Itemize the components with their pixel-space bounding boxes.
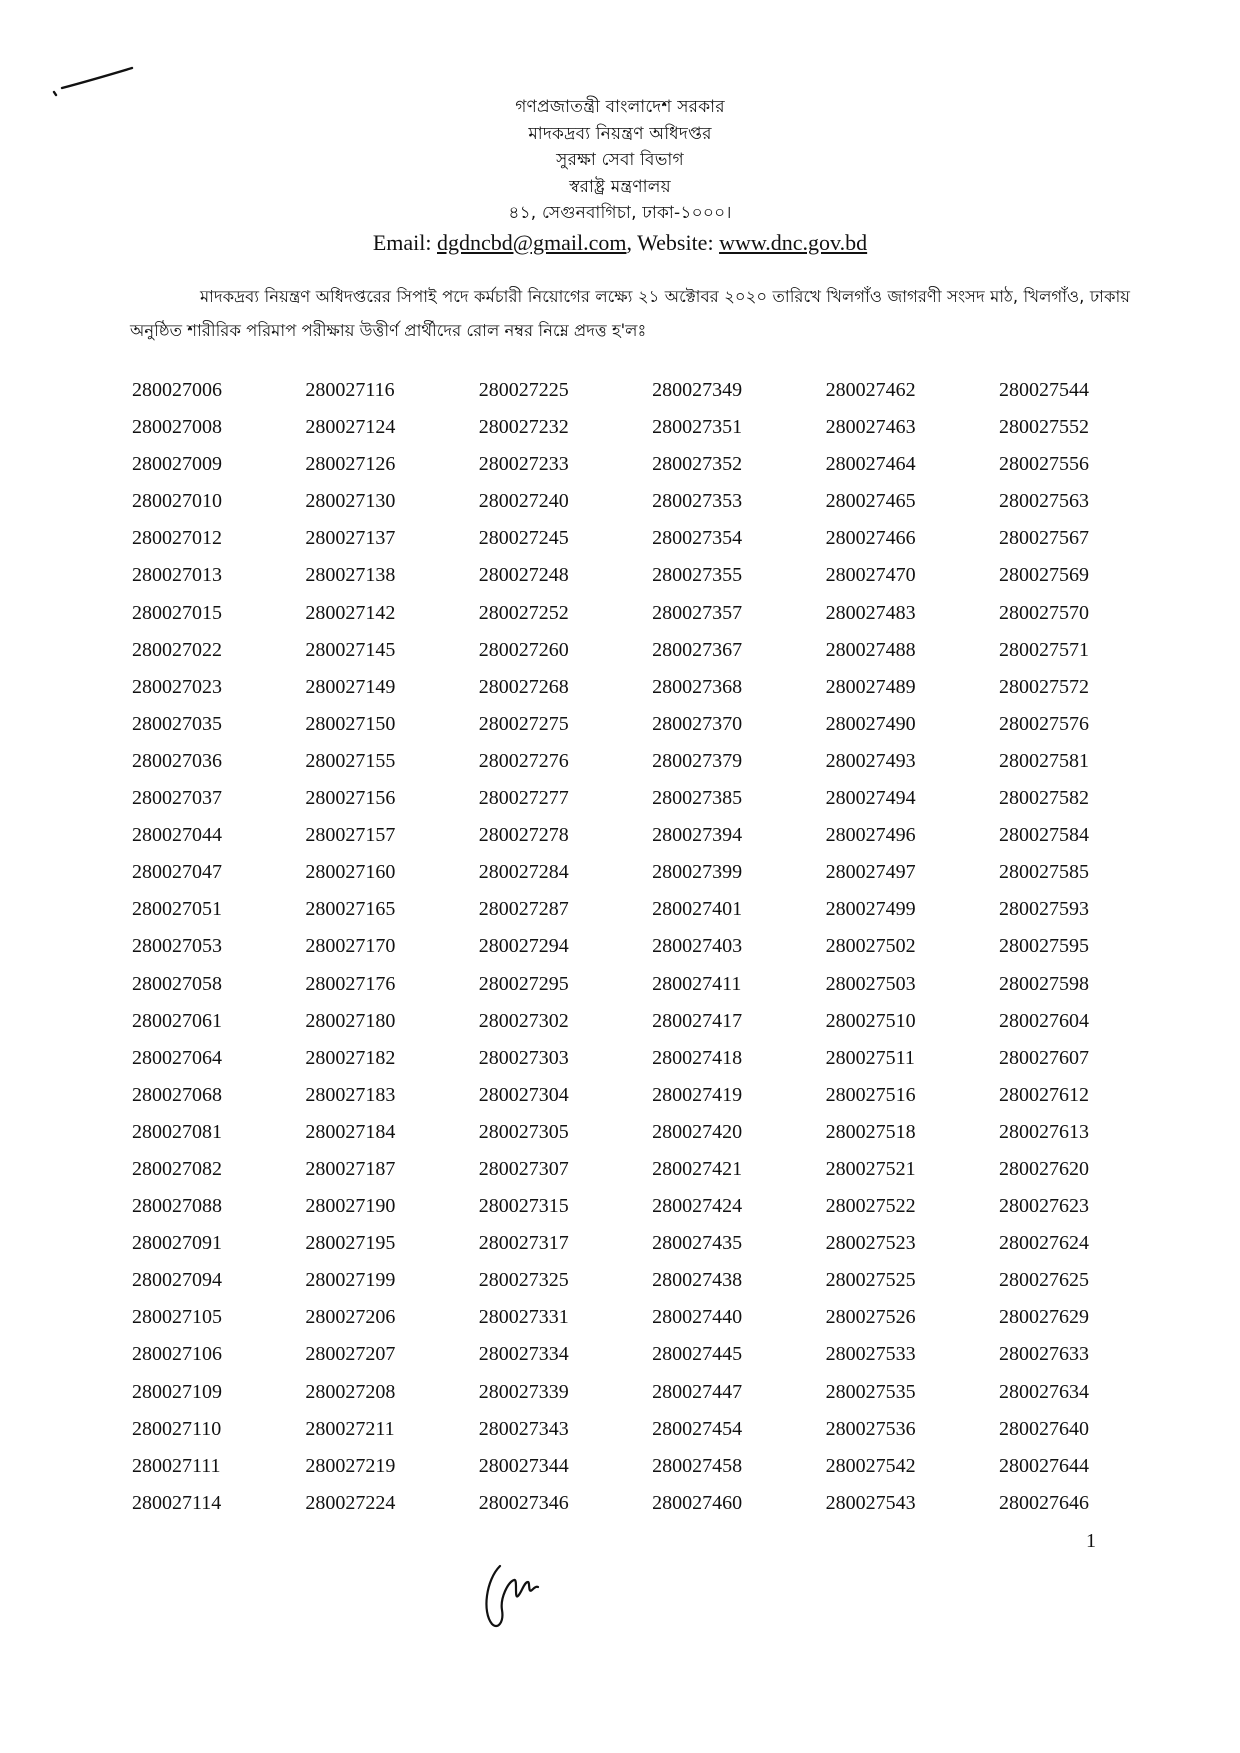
- table-row: [132, 861, 1172, 898]
- roll-number-cell: 280027116: [305, 379, 395, 401]
- roll-number-cell: 280027160: [305, 861, 396, 884]
- roll-number-cell: 280027145: [305, 638, 396, 661]
- roll-number-cell: 280027510: [825, 1009, 916, 1032]
- roll-number-cell: 280027245: [478, 527, 569, 550]
- email-label: Email:: [372, 229, 432, 255]
- roll-number-cell: 280027494: [825, 787, 916, 810]
- roll-number-cell: 280027399: [652, 861, 743, 884]
- roll-number-cell: 280027552: [998, 416, 1089, 439]
- table-row: [132, 1418, 1172, 1455]
- roll-number-cell: 280027595: [998, 935, 1089, 958]
- roll-number-cell: 280027035: [132, 712, 222, 735]
- roll-number-cell: 280027240: [478, 490, 569, 513]
- roll-number-cell: 280027447: [652, 1380, 743, 1403]
- office-address: ৪১, সেগুনবাগিচা, ঢাকা-১০০০।: [508, 203, 732, 223]
- table-row: [132, 1492, 1172, 1529]
- government-name: গণপ্রজাতন্ত্রী বাংলাদেশ সরকার: [515, 97, 725, 117]
- table-row: [132, 1195, 1172, 1232]
- roll-number-cell: 280027094: [132, 1269, 222, 1292]
- roll-number-cell: 280027346: [478, 1491, 569, 1514]
- roll-number-cell: 280027644: [998, 1454, 1089, 1477]
- roll-number-cell: 280027287: [478, 898, 569, 921]
- roll-number-cell: 280027465: [825, 490, 916, 513]
- roll-number-cell: 280027354: [652, 527, 743, 550]
- roll-number-cell: 280027581: [998, 749, 1089, 772]
- roll-number-cell: 280027206: [305, 1306, 396, 1329]
- table-row: [132, 416, 1172, 453]
- website-link[interactable]: www.dnc.gov.bd: [719, 229, 868, 255]
- roll-number-cell: 280027613: [998, 1120, 1089, 1143]
- roll-number-cell: 280027278: [478, 824, 569, 847]
- roll-number-cell: 280027156: [305, 787, 396, 810]
- roll-number-cell: 280027180: [305, 1009, 396, 1032]
- roll-number-cell: 280027207: [305, 1343, 396, 1366]
- roll-number-cell: 280027233: [478, 453, 569, 476]
- roll-number-cell: 280027403: [652, 935, 743, 958]
- roll-number-cell: 280027307: [478, 1157, 569, 1180]
- roll-number-cell: 280027567: [998, 527, 1089, 550]
- roll-number-cell: 280027184: [305, 1120, 396, 1143]
- table-row: [132, 1381, 1172, 1418]
- roll-number-cell: 280027275: [478, 712, 569, 735]
- roll-number-cell: 280027294: [478, 935, 569, 958]
- table-row: [132, 676, 1172, 713]
- roll-number-cell: 280027646: [998, 1491, 1089, 1514]
- roll-number-cell: 280027302: [478, 1009, 569, 1032]
- roll-number-cell: 280027187: [305, 1157, 396, 1180]
- roll-number-cell: 280027576: [998, 712, 1089, 735]
- contact-separator: ,: [626, 229, 638, 255]
- roll-number-cell: 280027521: [825, 1157, 916, 1180]
- roll-number-cell: 280027572: [998, 675, 1089, 698]
- roll-number-cell: 280027081: [132, 1120, 222, 1143]
- table-row: [132, 1084, 1172, 1121]
- roll-number-cell: 280027344: [478, 1454, 569, 1477]
- roll-number-cell: 280027368: [652, 675, 743, 698]
- roll-number-cell: 280027224: [305, 1491, 396, 1514]
- roll-number-cell: 280027585: [998, 861, 1089, 884]
- roll-number-cell: 280027195: [305, 1232, 396, 1255]
- roll-number-cell: 280027489: [825, 675, 916, 698]
- roll-number-cell: 280027349: [652, 379, 743, 401]
- roll-number-cell: 280027623: [998, 1195, 1089, 1218]
- table-row: [132, 1306, 1172, 1343]
- roll-number-cell: 280027634: [998, 1380, 1089, 1403]
- roll-number-cell: 280027435: [652, 1232, 743, 1255]
- table-row: [132, 379, 1172, 416]
- roll-number-cell: 280027535: [825, 1380, 916, 1403]
- table-row: [132, 564, 1172, 601]
- roll-number-cell: 280027352: [652, 453, 743, 476]
- roll-number-cell: 280027394: [652, 824, 743, 847]
- roll-number-cell: 280027419: [652, 1083, 743, 1106]
- table-row: [132, 935, 1172, 972]
- roll-number-cell: 280027470: [825, 564, 916, 587]
- roll-number-cell: 280027225: [478, 379, 569, 401]
- website-label: Website:: [637, 229, 714, 255]
- roll-number-cell: 280027010: [132, 490, 222, 513]
- roll-number-cell: 280027105: [132, 1306, 222, 1329]
- roll-number-cell: 280027620: [998, 1157, 1089, 1180]
- table-row: [132, 453, 1172, 490]
- roll-number-cell: 280027483: [825, 601, 916, 624]
- roll-number-cell: 280027165: [305, 898, 396, 921]
- table-row: [132, 602, 1172, 639]
- roll-number-cell: 280027536: [825, 1417, 916, 1440]
- roll-number-cell: 280027248: [478, 564, 569, 587]
- roll-number-cell: 280027582: [998, 787, 1089, 810]
- roll-number-cell: 280027454: [652, 1417, 743, 1440]
- roll-number-cell: 280027526: [825, 1306, 916, 1329]
- roll-number-cell: 280027022: [132, 638, 222, 661]
- roll-number-cell: 280027015: [132, 601, 222, 624]
- roll-number-cell: 280027106: [132, 1343, 222, 1366]
- table-row: [132, 639, 1172, 676]
- roll-number-cell: 280027571: [998, 638, 1089, 661]
- roll-number-cell: 280027463: [825, 416, 916, 439]
- roll-number-cell: 280027343: [478, 1417, 569, 1440]
- roll-number-cell: 280027304: [478, 1083, 569, 1106]
- roll-number-cell: 280027305: [478, 1120, 569, 1143]
- roll-number-cell: 280027091: [132, 1232, 222, 1255]
- roll-number-cell: 280027516: [825, 1083, 916, 1106]
- roll-number-cell: 280027490: [825, 712, 916, 735]
- roll-number-cell: 280027331: [478, 1306, 569, 1329]
- roll-number-cell: 280027053: [132, 935, 222, 958]
- roll-number-cell: 280027208: [305, 1380, 396, 1403]
- roll-number-cell: 280027295: [478, 972, 569, 995]
- roll-number-cell: 280027496: [825, 824, 916, 847]
- roll-number-cell: 280027334: [478, 1343, 569, 1366]
- table-row: [132, 1455, 1172, 1492]
- roll-number-cell: 280027339: [478, 1380, 569, 1403]
- roll-number-cell: 280027401: [652, 898, 743, 921]
- roll-number-cell: 280027357: [652, 601, 743, 624]
- roll-number-cell: 280027607: [998, 1046, 1089, 1069]
- roll-number-cell: 280027176: [305, 972, 396, 995]
- roll-number-cell: 280027064: [132, 1046, 222, 1069]
- roll-number-cell: 280027533: [825, 1343, 916, 1366]
- roll-number-cell: 280027367: [652, 638, 743, 661]
- roll-number-cell: 280027109: [132, 1380, 222, 1403]
- page-number: 1: [1086, 1530, 1096, 1552]
- roll-number-cell: 280027543: [825, 1491, 916, 1514]
- roll-number-cell: 280027499: [825, 898, 916, 921]
- roll-number-cell: 280027420: [652, 1120, 743, 1143]
- roll-number-cell: 280027421: [652, 1157, 743, 1180]
- roll-number-cell: 280027570: [998, 601, 1089, 624]
- table-row: [132, 1232, 1172, 1269]
- roll-number-cell: 280027150: [305, 712, 396, 735]
- roll-number-cell: 280027268: [478, 675, 569, 698]
- roll-number-cell: 280027488: [825, 638, 916, 661]
- roll-number-cell: 280027598: [998, 972, 1089, 995]
- roll-number-cell: 280027518: [825, 1120, 916, 1143]
- roll-number-cell: 280027114: [132, 1491, 222, 1514]
- roll-number-cell: 280027458: [652, 1454, 743, 1477]
- roll-number-cell: 280027625: [998, 1269, 1089, 1292]
- roll-number-cell: 280027502: [825, 935, 916, 958]
- roll-number-cell: 280027082: [132, 1157, 222, 1180]
- notice-paragraph: মাদকদ্রব্য নিয়ন্ত্রণ অধিদপ্তরের সিপাই পদে কর্মচারী নিয়োগের লক্ষ্যে ২১ অক্টোবর ২০২০ তারিখে খিলগাঁও জাগরণী সংসদ মাঠ, খিলগাঁও, ঢাকায় অনুষ্ঠিত শারীরিক পরিমাপ পরীক্ষায় উত্তীর্ণ প্রার্থীদের রোল নম্বর নিম্নে প্রদত্ত হ'লঃ: [130, 287, 1130, 340]
- roll-number-cell: 280027124: [305, 416, 396, 439]
- roll-number-cell: 280027466: [825, 527, 916, 550]
- roll-number-cell: 280027544: [998, 379, 1089, 401]
- roll-number-cell: 280027276: [478, 749, 569, 772]
- department-name: মাদকদ্রব্য নিয়ন্ত্রণ অধিদপ্তর: [528, 123, 712, 144]
- roll-number-cell: 280027542: [825, 1454, 916, 1477]
- roll-number-table-body: [132, 379, 1172, 1529]
- table-row: [132, 750, 1172, 787]
- table-row: [132, 1158, 1172, 1195]
- division-name: সুরক্ষা সেবা বিভাগ: [556, 150, 684, 170]
- roll-number-cell: 280027088: [132, 1195, 222, 1218]
- roll-number-cell: 280027438: [652, 1269, 743, 1292]
- roll-number-cell: 280027624: [998, 1232, 1089, 1255]
- roll-number-cell: 280027277: [478, 787, 569, 810]
- table-row: [132, 527, 1172, 564]
- roll-number-cell: 280027303: [478, 1046, 569, 1069]
- roll-number-cell: 280027138: [305, 564, 396, 587]
- roll-number-cell: 280027440: [652, 1306, 743, 1329]
- roll-number-cell: 280027503: [825, 972, 916, 995]
- roll-number-cell: 280027523: [825, 1232, 916, 1255]
- roll-number-cell: 280027633: [998, 1343, 1089, 1366]
- roll-number-cell: 280027047: [132, 861, 222, 884]
- roll-number-cell: 280027044: [132, 824, 222, 847]
- contact-line: [0, 229, 1240, 257]
- roll-number-table: [132, 379, 1172, 1529]
- letterhead: [0, 94, 1240, 257]
- roll-number-cell: 280027462: [825, 379, 916, 401]
- table-row: [132, 973, 1172, 1010]
- roll-number-cell: 280027411: [652, 972, 742, 995]
- roll-number-cell: 280027497: [825, 861, 916, 884]
- roll-number-cell: 280027556: [998, 453, 1089, 476]
- table-row: [132, 490, 1172, 527]
- roll-number-cell: 280027640: [998, 1417, 1089, 1440]
- roll-number-cell: 280027058: [132, 972, 222, 995]
- roll-number-cell: 280027013: [132, 564, 222, 587]
- roll-number-cell: 280027155: [305, 749, 396, 772]
- roll-number-cell: 280027569: [998, 564, 1089, 587]
- roll-number-cell: 280027385: [652, 787, 743, 810]
- roll-number-cell: 280027522: [825, 1195, 916, 1218]
- roll-number-cell: 280027351: [652, 416, 743, 439]
- table-row: [132, 898, 1172, 935]
- roll-number-cell: 280027037: [132, 787, 222, 810]
- roll-number-cell: 280027464: [825, 453, 916, 476]
- roll-number-cell: 280027126: [305, 453, 396, 476]
- roll-number-cell: 280027110: [132, 1417, 222, 1440]
- roll-number-cell: 280027170: [305, 935, 396, 958]
- table-row: [132, 713, 1172, 750]
- roll-number-cell: 280027183: [305, 1083, 396, 1106]
- roll-number-cell: 280027629: [998, 1306, 1089, 1329]
- roll-number-cell: 280027511: [825, 1046, 915, 1069]
- table-row: [132, 1047, 1172, 1084]
- roll-number-cell: 280027190: [305, 1195, 396, 1218]
- roll-number-cell: 280027355: [652, 564, 743, 587]
- roll-number-cell: 280027260: [478, 638, 569, 661]
- roll-number-cell: 280027009: [132, 453, 222, 476]
- roll-number-cell: 280027149: [305, 675, 396, 698]
- roll-number-cell: 280027111: [132, 1454, 221, 1477]
- roll-number-cell: 280027604: [998, 1009, 1089, 1032]
- roll-number-cell: 280027445: [652, 1343, 743, 1366]
- roll-number-cell: 280027023: [132, 675, 222, 698]
- roll-number-cell: 280027325: [478, 1269, 569, 1292]
- roll-number-cell: 280027424: [652, 1195, 743, 1218]
- roll-number-cell: 280027182: [305, 1046, 396, 1069]
- roll-number-cell: 280027317: [478, 1232, 569, 1255]
- ministry-name: স্বরাষ্ট্র মন্ত্রণালয়: [569, 176, 671, 197]
- roll-number-cell: 280027493: [825, 749, 916, 772]
- roll-number-cell: 280027199: [305, 1269, 396, 1292]
- roll-number-cell: 280027417: [652, 1009, 743, 1032]
- signature-mark: [478, 1560, 548, 1630]
- roll-number-cell: 280027036: [132, 749, 222, 772]
- roll-number-cell: 280027142: [305, 601, 396, 624]
- table-row: [132, 1121, 1172, 1158]
- roll-number-cell: 280027593: [998, 898, 1089, 921]
- roll-number-cell: 280027157: [305, 824, 396, 847]
- email-link[interactable]: dgdncbd@gmail.com: [437, 229, 627, 255]
- roll-number-cell: 280027211: [305, 1417, 395, 1440]
- roll-number-cell: 280027584: [998, 824, 1089, 847]
- table-row: [132, 1269, 1172, 1306]
- roll-number-cell: 280027315: [478, 1195, 569, 1218]
- roll-number-cell: 280027252: [478, 601, 569, 624]
- roll-number-cell: 280027219: [305, 1454, 396, 1477]
- roll-number-cell: 280027232: [478, 416, 569, 439]
- roll-number-cell: 280027008: [132, 416, 222, 439]
- roll-number-cell: 280027379: [652, 749, 743, 772]
- table-row: [132, 1010, 1172, 1047]
- roll-number-cell: 280027563: [998, 490, 1089, 513]
- roll-number-cell: 280027137: [305, 527, 396, 550]
- table-row: [132, 1343, 1172, 1380]
- roll-number-cell: 280027061: [132, 1009, 222, 1032]
- roll-number-cell: 280027130: [305, 490, 396, 513]
- roll-number-cell: 280027284: [478, 861, 569, 884]
- table-row: [132, 787, 1172, 824]
- roll-number-cell: 280027006: [132, 379, 222, 401]
- roll-number-cell: 280027612: [998, 1083, 1089, 1106]
- roll-number-cell: 280027460: [652, 1491, 743, 1514]
- roll-number-cell: 280027068: [132, 1083, 222, 1106]
- roll-number-cell: 280027051: [132, 898, 222, 921]
- roll-number-cell: 280027370: [652, 712, 743, 735]
- roll-number-cell: 280027353: [652, 490, 743, 513]
- roll-number-cell: 280027012: [132, 527, 222, 550]
- roll-number-cell: 280027418: [652, 1046, 743, 1069]
- roll-number-cell: 280027525: [825, 1269, 916, 1292]
- table-row: [132, 824, 1172, 861]
